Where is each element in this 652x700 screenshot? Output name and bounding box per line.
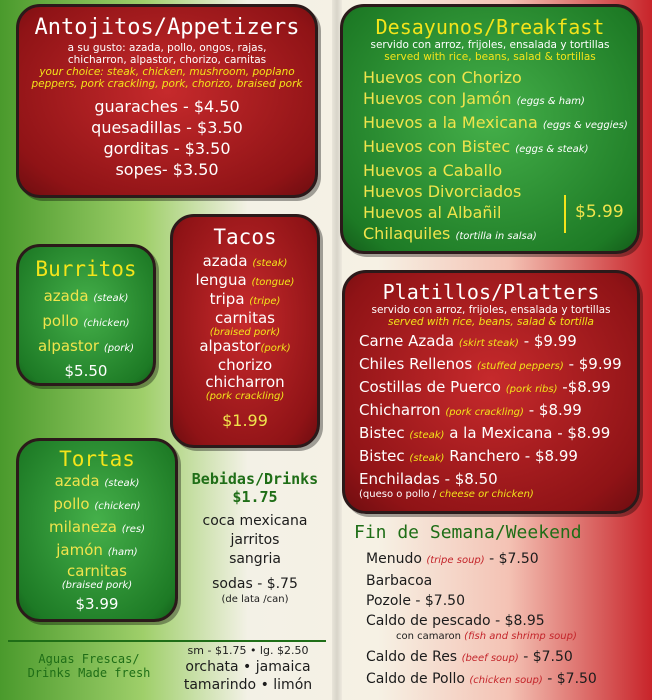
tacos-item: azada (steak)	[202, 252, 288, 270]
breakfast-item: Huevos al Albañil	[363, 203, 502, 222]
drinks-section	[180, 470, 330, 605]
breakfast-price: $5.99	[575, 202, 624, 222]
appetizers-title: Antojitos/Appetizers	[34, 15, 300, 40]
tacos-item-note: (braised pork)	[209, 327, 281, 338]
drinks-item: coca mexicana	[202, 513, 308, 529]
weekend-section	[350, 522, 650, 691]
tacos-item: alpastor(pork)	[199, 337, 291, 355]
platters-item: Bistec (steak) a la Mexicana - $8.99	[359, 424, 611, 442]
aguas-prices: sm - $1.75 • lg. $2.50	[187, 644, 309, 657]
breakfast-item: Huevos a la Mexicana (eggs & veggies)	[363, 113, 628, 132]
aguas-line-2: tamarindo • limón	[183, 677, 313, 693]
tortas-item: carnitas	[67, 562, 127, 580]
burritos-item: alpastor (pork)	[37, 337, 135, 355]
breakfast-item: Huevos con Jamón (eggs & ham)	[363, 89, 585, 108]
breakfast-item: Huevos con Bistec (eggs & steak)	[363, 137, 589, 156]
appetizers-choice-2: peppers, pork crackling, pork, chorizo, braised pork	[31, 78, 303, 90]
appetizers-item: quesadillas - $3.50	[91, 118, 243, 137]
tacos-price: $1.99	[222, 411, 268, 430]
drinks-sodas-note: (de lata /can)	[221, 594, 289, 605]
appetizers-choice-1: your choice: steak, chicken, mushroom, poplano	[39, 66, 295, 78]
breakfast-sub-spanish: servido con arroz, frijoles, ensalada y tortillas	[370, 39, 610, 51]
platters-item: Carne Azada (skirt steak) - $9.99	[359, 332, 577, 350]
breakfast-price-divider	[564, 195, 566, 233]
weekend-title: Fin de Semana/Weekend	[354, 522, 582, 543]
tacos-item: carnitas	[215, 309, 275, 327]
burritos-price: $5.50	[64, 362, 108, 380]
platters-sub-english: served with rice, beans, salad & tortilla	[388, 316, 594, 328]
weekend-item: Caldo de Res (beef soup) - $7.50	[366, 649, 573, 665]
breakfast-item: Huevos Divorciados	[363, 182, 522, 201]
tacos-item: tripa (tripe)	[209, 290, 281, 308]
appetizers-sub-spanish-1: a su gusto: azada, pollo, ongos, rajas,	[67, 42, 267, 54]
tacos-item: lengua (tongue)	[195, 271, 295, 289]
platters-enchiladas-note: (queso o pollo / cheese or chicken)	[359, 489, 534, 500]
aguas-divider	[8, 640, 326, 642]
burritos-item: pollo (chicken)	[42, 312, 130, 330]
tacos-panel	[170, 214, 320, 448]
weekend-pescado-note: con camaron (fish and shrimp soup)	[396, 631, 577, 642]
platters-item: Bistec (steak) Ranchero - $8.99	[359, 447, 578, 465]
appetizers-item: sopes- $3.50	[115, 160, 219, 179]
tortas-panel	[16, 438, 178, 622]
tortas-carnitas-note: (braised pork)	[61, 580, 133, 591]
tacos-item-note: (pork crackling)	[205, 391, 285, 402]
aguas-title-2: Drinks Made fresh	[27, 666, 151, 680]
tortas-item: milaneza (res)	[48, 518, 145, 536]
burritos-panel	[16, 244, 156, 386]
breakfast-sub-english: served with rice, beans, salad & tortillas	[384, 51, 596, 63]
breakfast-item: Chilaquiles (tortilla in salsa)	[363, 224, 537, 243]
platters-item: Chicharron (pork crackling) - $8.99	[359, 401, 582, 419]
breakfast-item: Huevos a Caballo	[363, 161, 503, 180]
drinks-item: sangria	[229, 551, 281, 567]
burritos-title: Burritos	[35, 257, 137, 281]
weekend-item: Menudo (tripe soup) - $7.50	[366, 551, 539, 567]
burritos-item: azada (steak)	[43, 287, 129, 305]
drinks-title: Bebidas/Drinks	[191, 470, 319, 488]
drinks-price: $1.75	[232, 488, 278, 506]
platters-item: Enchiladas - $8.50	[359, 470, 498, 488]
tortas-price: $3.99	[75, 595, 119, 613]
weekend-item: Caldo de Pollo (chicken soup) - $7.50	[366, 671, 597, 687]
tacos-item: chorizo	[217, 356, 273, 374]
tortas-item: azada (steak)	[54, 472, 140, 490]
platters-sub-spanish: servido con arroz, frijoles, ensalada y tortillas	[371, 304, 611, 316]
tortas-item: jamón (ham)	[56, 541, 138, 559]
appetizers-panel	[16, 4, 318, 198]
platters-title: Platillos/Platters	[382, 280, 600, 304]
weekend-item: Barbacoa	[366, 573, 433, 589]
platters-panel	[342, 270, 640, 514]
appetizers-item: gorditas - $3.50	[103, 139, 231, 158]
tacos-title: Tacos	[213, 225, 277, 249]
tacos-item: chicharron	[205, 373, 285, 391]
drinks-item: jarritos	[230, 532, 280, 548]
tortas-item: pollo (chicken)	[53, 495, 141, 513]
weekend-item: Pozole - $7.50	[366, 593, 465, 609]
appetizers-sub-spanish-2: chicharron, alpastor, chorizo, carnitas	[67, 54, 267, 66]
drinks-sodas: sodas - $.75	[212, 576, 298, 592]
breakfast-panel	[340, 4, 640, 254]
breakfast-item: Huevos con Chorizo	[363, 68, 522, 87]
platters-item: Costillas de Puerco (pork ribs) -$8.99	[359, 378, 611, 396]
platters-item: Chiles Rellenos (stuffed peppers) - $9.99	[359, 355, 622, 373]
breakfast-title: Desayunos/Breakfast	[375, 15, 605, 39]
aguas-title-1: Aguas Frescas/	[38, 652, 140, 666]
tortas-title: Tortas	[59, 447, 135, 471]
weekend-item: Caldo de pescado - $8.95	[366, 613, 545, 629]
aguas-line-1: orchata • jamaica	[185, 659, 311, 675]
appetizers-item: guaraches - $4.50	[94, 97, 240, 116]
